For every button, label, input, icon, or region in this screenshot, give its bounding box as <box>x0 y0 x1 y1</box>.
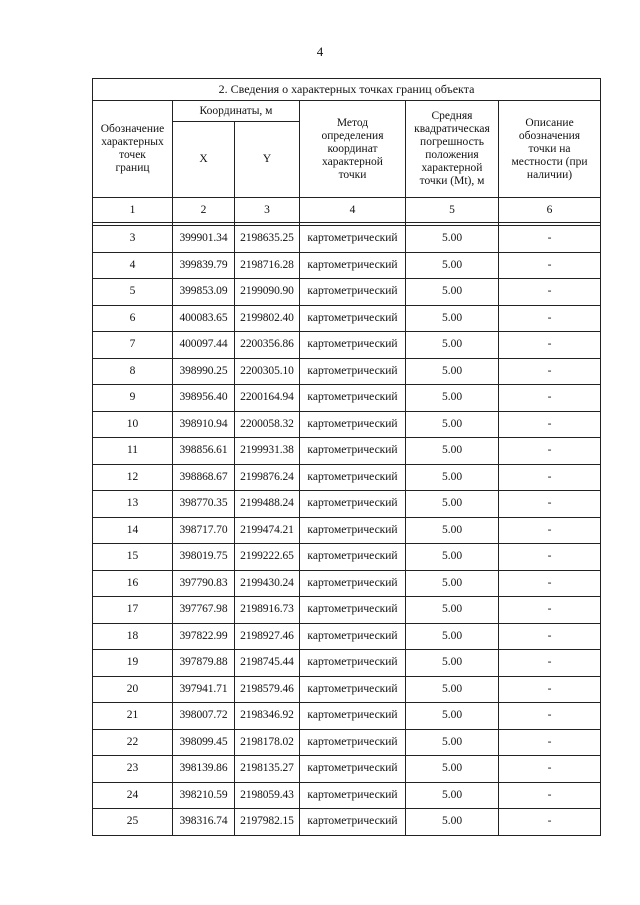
table-row <box>93 305 601 332</box>
method: картометрический <box>300 517 406 544</box>
method: картометрический <box>300 703 406 730</box>
accuracy: 5.00 <box>406 570 499 597</box>
coord-x: 398868.67 <box>173 464 235 491</box>
table-row <box>93 650 601 677</box>
description: - <box>499 782 601 809</box>
table-row <box>93 332 601 359</box>
coord-y: 2199474.21 <box>235 517 300 544</box>
accuracy: 5.00 <box>406 491 499 518</box>
coord-x: 397790.83 <box>173 570 235 597</box>
coord-x: 398910.94 <box>173 411 235 438</box>
coord-y: 2200356.86 <box>235 332 300 359</box>
coord-y: 2197982.15 <box>235 809 300 836</box>
point-number: 22 <box>93 729 173 756</box>
header-designation: Обозначение характерных точек границ <box>93 101 173 198</box>
point-number: 17 <box>93 597 173 624</box>
point-number: 19 <box>93 650 173 677</box>
column-number: 6 <box>499 198 601 223</box>
coord-x: 398956.40 <box>173 385 235 412</box>
coord-x: 399839.79 <box>173 252 235 279</box>
coord-x: 398856.61 <box>173 438 235 465</box>
coord-x: 397879.88 <box>173 650 235 677</box>
coord-y: 2198716.28 <box>235 252 300 279</box>
description: - <box>499 517 601 544</box>
coord-y: 2199488.24 <box>235 491 300 518</box>
table-row <box>93 782 601 809</box>
column-number: 2 <box>173 198 235 223</box>
description: - <box>499 438 601 465</box>
coord-y: 2198745.44 <box>235 650 300 677</box>
table-row <box>93 411 601 438</box>
point-number: 12 <box>93 464 173 491</box>
accuracy: 5.00 <box>406 464 499 491</box>
point-number: 8 <box>93 358 173 385</box>
method: картометрический <box>300 570 406 597</box>
description: - <box>499 729 601 756</box>
table-row <box>93 252 601 279</box>
accuracy: 5.00 <box>406 438 499 465</box>
description: - <box>499 544 601 571</box>
description: - <box>499 650 601 677</box>
table-row <box>93 438 601 465</box>
accuracy: 5.00 <box>406 703 499 730</box>
method: картометрический <box>300 597 406 624</box>
page-number: 4 <box>316 44 324 59</box>
point-number: 14 <box>93 517 173 544</box>
coord-y: 2198135.27 <box>235 756 300 783</box>
coord-x: 397941.71 <box>173 676 235 703</box>
column-number: 3 <box>235 198 300 223</box>
table-row <box>93 491 601 518</box>
method: картометрический <box>300 385 406 412</box>
table-row <box>93 570 601 597</box>
method: картометрический <box>300 756 406 783</box>
table-row <box>93 809 601 836</box>
method: картометрический <box>300 226 406 253</box>
accuracy: 5.00 <box>406 385 499 412</box>
coord-x: 398717.70 <box>173 517 235 544</box>
coord-x: 397822.99 <box>173 623 235 650</box>
point-number: 20 <box>93 676 173 703</box>
description: - <box>499 676 601 703</box>
method: картометрический <box>300 544 406 571</box>
coord-y: 2198346.92 <box>235 703 300 730</box>
description: - <box>499 411 601 438</box>
coord-y: 2198059.43 <box>235 782 300 809</box>
table-row <box>93 544 601 571</box>
point-number: 4 <box>93 252 173 279</box>
method: картометрический <box>300 438 406 465</box>
coord-y: 2200058.32 <box>235 411 300 438</box>
coord-x: 398316.74 <box>173 809 235 836</box>
coord-x: 400097.44 <box>173 332 235 359</box>
method: картометрический <box>300 809 406 836</box>
method: картометрический <box>300 252 406 279</box>
section-title: 2. Сведения о характерных точках границ объекта <box>93 79 601 101</box>
description: - <box>499 358 601 385</box>
table-row <box>93 517 601 544</box>
coord-x: 399901.34 <box>173 226 235 253</box>
point-number: 13 <box>93 491 173 518</box>
accuracy: 5.00 <box>406 650 499 677</box>
coord-y: 2199222.65 <box>235 544 300 571</box>
coord-x: 398139.86 <box>173 756 235 783</box>
method: картометрический <box>300 279 406 306</box>
description: - <box>499 332 601 359</box>
description: - <box>499 703 601 730</box>
description: - <box>499 279 601 306</box>
accuracy: 5.00 <box>406 517 499 544</box>
point-number: 7 <box>93 332 173 359</box>
boundary-points-table <box>92 78 601 836</box>
table-row <box>93 676 601 703</box>
method: картометрический <box>300 782 406 809</box>
header-description: Описание обозначения точки на местности (при наличии) <box>499 101 601 198</box>
table-row <box>93 358 601 385</box>
description: - <box>499 623 601 650</box>
accuracy: 5.00 <box>406 729 499 756</box>
accuracy: 5.00 <box>406 358 499 385</box>
description: - <box>499 226 601 253</box>
header-x: X <box>173 122 235 198</box>
accuracy: 5.00 <box>406 411 499 438</box>
description: - <box>499 252 601 279</box>
header-coordinates: Координаты, м <box>173 101 300 122</box>
coord-y: 2199430.24 <box>235 570 300 597</box>
accuracy: 5.00 <box>406 544 499 571</box>
coord-y: 2198579.46 <box>235 676 300 703</box>
point-number: 25 <box>93 809 173 836</box>
description: - <box>499 385 601 412</box>
coord-y: 2199090.90 <box>235 279 300 306</box>
table-row <box>93 279 601 306</box>
method: картометрический <box>300 650 406 677</box>
column-number: 4 <box>300 198 406 223</box>
method: картометрический <box>300 676 406 703</box>
accuracy: 5.00 <box>406 623 499 650</box>
point-number: 24 <box>93 782 173 809</box>
description: - <box>499 491 601 518</box>
column-number: 1 <box>93 198 173 223</box>
accuracy: 5.00 <box>406 676 499 703</box>
coord-y: 2200305.10 <box>235 358 300 385</box>
description: - <box>499 756 601 783</box>
header-method: Метод определения координат характерной точки <box>300 101 406 198</box>
coord-x: 397767.98 <box>173 597 235 624</box>
accuracy: 5.00 <box>406 279 499 306</box>
accuracy: 5.00 <box>406 252 499 279</box>
column-number: 5 <box>406 198 499 223</box>
point-number: 16 <box>93 570 173 597</box>
accuracy: 5.00 <box>406 756 499 783</box>
table-row <box>93 703 601 730</box>
header-accuracy: Средняя квадратическая погрешность положения характерной точки (Mt), м <box>406 101 499 198</box>
coord-x: 398099.45 <box>173 729 235 756</box>
accuracy: 5.00 <box>406 305 499 332</box>
accuracy: 5.00 <box>406 597 499 624</box>
table-row <box>93 623 601 650</box>
coord-y: 2198927.46 <box>235 623 300 650</box>
coord-x: 398019.75 <box>173 544 235 571</box>
coord-y: 2200164.94 <box>235 385 300 412</box>
point-number: 6 <box>93 305 173 332</box>
point-number: 15 <box>93 544 173 571</box>
table-row <box>93 597 601 624</box>
method: картометрический <box>300 358 406 385</box>
coord-x: 398210.59 <box>173 782 235 809</box>
accuracy: 5.00 <box>406 809 499 836</box>
table-row <box>93 464 601 491</box>
header-y: Y <box>235 122 300 198</box>
point-number: 5 <box>93 279 173 306</box>
table-row <box>93 729 601 756</box>
method: картометрический <box>300 729 406 756</box>
point-number: 23 <box>93 756 173 783</box>
method: картометрический <box>300 491 406 518</box>
description: - <box>499 570 601 597</box>
coord-y: 2198916.73 <box>235 597 300 624</box>
table-row <box>93 756 601 783</box>
method: картометрический <box>300 305 406 332</box>
description: - <box>499 597 601 624</box>
coord-x: 400083.65 <box>173 305 235 332</box>
point-number: 11 <box>93 438 173 465</box>
coord-x: 398770.35 <box>173 491 235 518</box>
point-number: 3 <box>93 226 173 253</box>
method: картометрический <box>300 411 406 438</box>
accuracy: 5.00 <box>406 332 499 359</box>
coord-y: 2198178.02 <box>235 729 300 756</box>
point-number: 21 <box>93 703 173 730</box>
point-number: 10 <box>93 411 173 438</box>
method: картометрический <box>300 623 406 650</box>
coord-y: 2198635.25 <box>235 226 300 253</box>
coord-y: 2199802.40 <box>235 305 300 332</box>
point-number: 18 <box>93 623 173 650</box>
description: - <box>499 464 601 491</box>
coord-y: 2199931.38 <box>235 438 300 465</box>
table-row <box>93 226 601 253</box>
accuracy: 5.00 <box>406 226 499 253</box>
description: - <box>499 305 601 332</box>
coord-x: 399853.09 <box>173 279 235 306</box>
point-number: 9 <box>93 385 173 412</box>
accuracy: 5.00 <box>406 782 499 809</box>
coord-x: 398007.72 <box>173 703 235 730</box>
coord-y: 2199876.24 <box>235 464 300 491</box>
coord-x: 398990.25 <box>173 358 235 385</box>
method: картометрический <box>300 332 406 359</box>
table-row <box>93 385 601 412</box>
method: картометрический <box>300 464 406 491</box>
description: - <box>499 809 601 836</box>
